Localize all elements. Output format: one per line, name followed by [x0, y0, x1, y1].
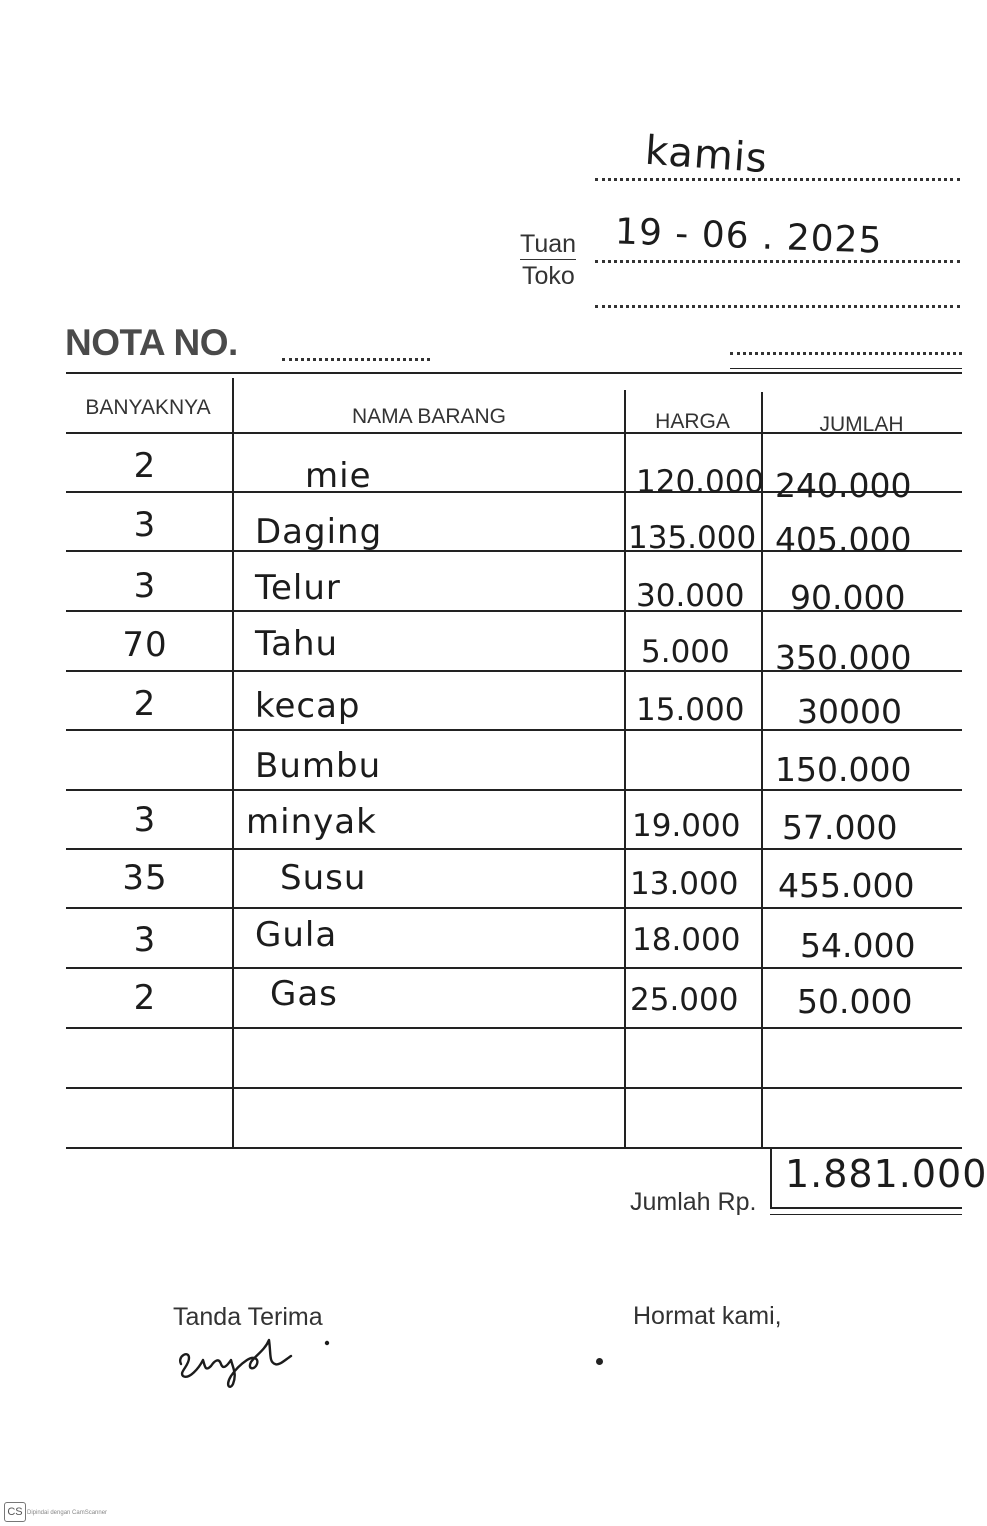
row-item-name: Tahu [255, 624, 339, 664]
row-quantity: 2 [133, 978, 157, 1018]
row-quantity: 3 [133, 505, 157, 545]
row-price: 30.000 [636, 578, 745, 614]
row-quantity: 2 [133, 446, 157, 486]
row-amount: 54.000 [800, 926, 916, 965]
column-divider [624, 390, 626, 1147]
row-price: 5.000 [641, 634, 730, 670]
table-bottom-border [66, 1147, 962, 1149]
column-header-price: HARGA [655, 410, 730, 433]
row-item-name: mie [305, 456, 372, 496]
row-amount: 350.000 [775, 638, 912, 677]
row-quantity: 2 [133, 684, 157, 724]
row-divider [66, 789, 962, 791]
table-top-border [66, 372, 962, 374]
toko-label: Toko [522, 262, 575, 290]
row-price: 120.000 [636, 464, 765, 500]
row-amount: 405.000 [775, 520, 912, 559]
row-quantity: 35 [122, 858, 168, 898]
row-price: 15.000 [636, 692, 745, 728]
column-header-amount: JUMLAH [819, 413, 904, 436]
column-divider [232, 378, 234, 1147]
day-handwritten: kamis [643, 127, 770, 183]
row-quantity: 3 [133, 920, 157, 960]
total-box-bottom-border [770, 1207, 962, 1209]
column-header-item-name: NAMA BARANG [351, 405, 507, 428]
row-divider [66, 1027, 962, 1029]
row-quantity: 3 [133, 800, 157, 840]
regards-label: Hormat kami, [633, 1302, 782, 1330]
total-box-bottom-rule [770, 1214, 962, 1215]
row-amount: 50.000 [797, 982, 913, 1021]
row-price: 18.000 [632, 922, 741, 958]
row-amount: 455.000 [778, 866, 915, 905]
row-item-name: Susu [280, 858, 367, 898]
grand-total-label: Jumlah Rp. [630, 1188, 757, 1216]
row-divider [66, 967, 962, 969]
camscanner-watermark-text: Dipindai dengan CamScanner [27, 1510, 108, 1516]
nota-number-label: NOTA NO. [65, 322, 238, 363]
row-amount: 150.000 [775, 750, 912, 789]
row-price: 135.000 [628, 520, 757, 556]
row-divider [66, 848, 962, 850]
row-item-name: minyak [246, 802, 377, 842]
row-item-name: Gula [255, 915, 338, 955]
row-divider [66, 1087, 962, 1089]
tuan-label: Tuan [520, 230, 577, 258]
ink-dot [596, 1358, 603, 1365]
row-amount: 240.000 [775, 466, 912, 505]
row-item-name: Bumbu [255, 746, 382, 786]
received-by-label: Tanda Terima [173, 1303, 323, 1331]
row-amount: 30000 [797, 692, 902, 731]
grand-total-value: 1.881.000 [785, 1152, 987, 1196]
column-header-quantity: BANYAKNYA [85, 396, 211, 419]
row-quantity: 70 [122, 625, 168, 665]
row-amount: 57.000 [782, 808, 898, 847]
row-quantity: 3 [133, 566, 157, 606]
row-price: 19.000 [632, 808, 741, 844]
received-signature [175, 1330, 335, 1395]
row-item-name: Daging [255, 512, 383, 552]
signature-scribble [175, 1330, 335, 1390]
camscanner-logo: CS [4, 1502, 26, 1522]
row-item-name: kecap [255, 686, 361, 726]
row-price: 25.000 [630, 982, 739, 1018]
row-amount: 90.000 [790, 578, 906, 617]
row-price: 13.000 [630, 866, 739, 902]
total-box-left-border [770, 1147, 772, 1207]
row-item-name: Telur [255, 568, 341, 608]
row-item-name: Gas [270, 974, 338, 1014]
column-divider [761, 392, 763, 1147]
date-handwritten: 19 - 06 . 2025 [614, 211, 884, 262]
row-divider [66, 907, 962, 909]
